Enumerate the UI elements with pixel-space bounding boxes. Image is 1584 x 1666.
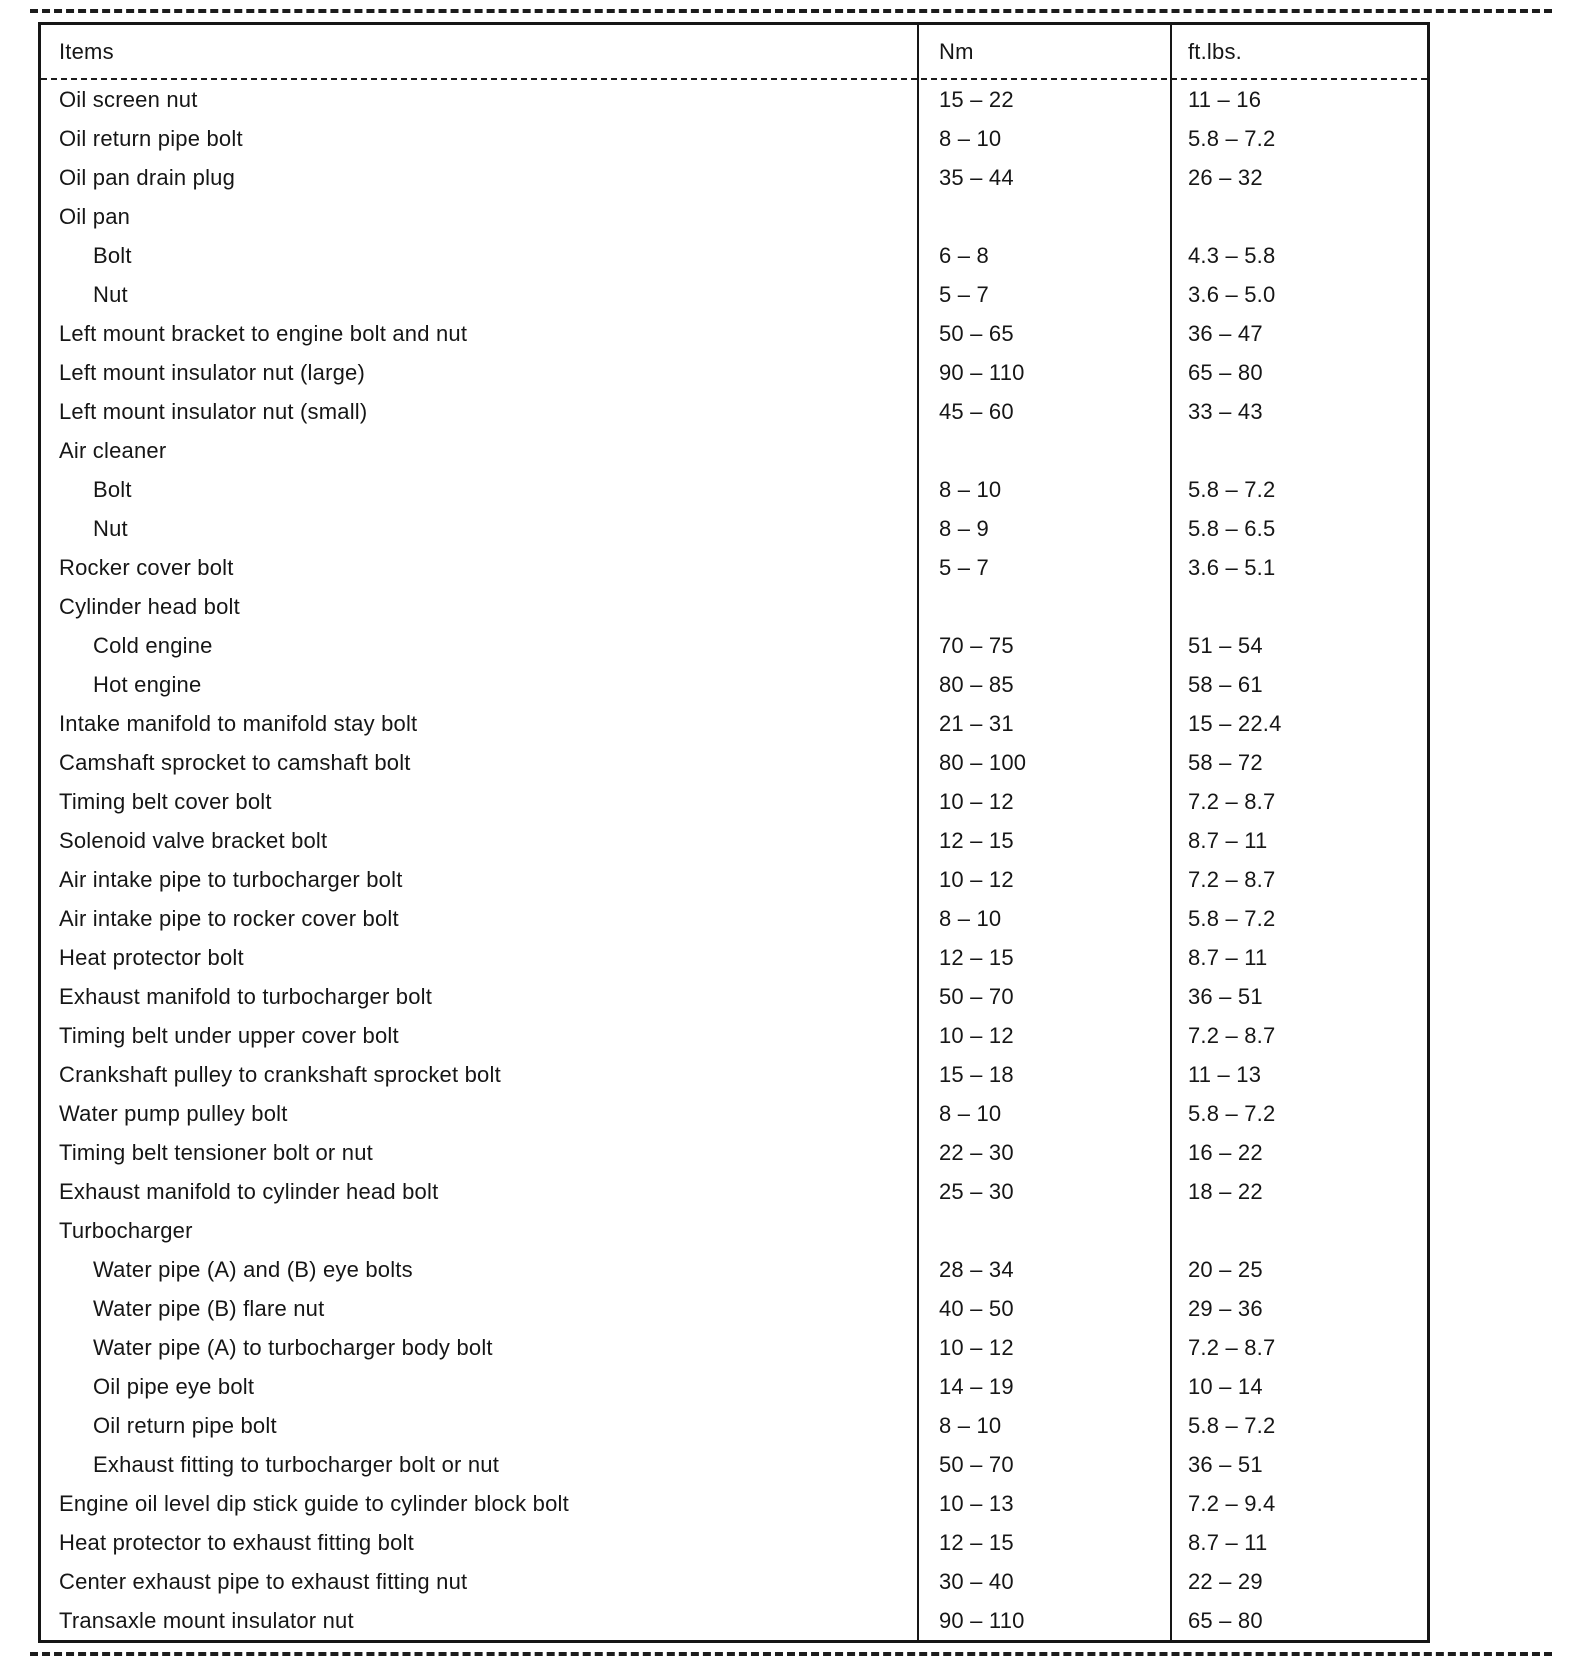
item-cell: Bolt [93,242,132,268]
table-row [41,1172,1427,1211]
table-row [41,704,1427,743]
nm-value-cell: 14 – 19 [939,1373,1014,1399]
nm-value-cell: 28 – 34 [939,1256,1014,1282]
ftlbs-value-cell: 7.2 – 8.7 [1188,1334,1276,1360]
ftlbs-value-cell: 29 – 36 [1188,1295,1263,1321]
nm-value-cell: 22 – 30 [939,1139,1014,1165]
item-cell: Cold engine [93,632,213,658]
ftlbs-value-cell: 36 – 47 [1188,320,1263,346]
ftlbs-value-cell: 8.7 – 11 [1188,827,1268,853]
item-cell: Water pipe (A) and (B) eye bolts [93,1256,413,1282]
nm-value-cell: 10 – 12 [939,788,1014,814]
item-cell: Bolt [93,476,132,502]
item-cell: Water pipe (A) to turbocharger body bolt [93,1334,493,1360]
table-row [41,1094,1427,1133]
nm-value-cell: 12 – 15 [939,827,1014,853]
table-row [41,1055,1427,1094]
table-row [41,353,1427,392]
nm-value-cell: 21 – 31 [939,710,1014,736]
item-cell: Heat protector bolt [59,944,244,970]
table-row [41,1133,1427,1172]
table-row [41,1250,1427,1289]
item-cell: Turbocharger [59,1217,193,1243]
item-cell: Left mount insulator nut (large) [59,359,365,385]
nm-value-cell: 50 – 65 [939,320,1014,346]
item-cell: Hot engine [93,671,202,697]
table-row [41,1328,1427,1367]
table-row [41,860,1427,899]
table-row [41,236,1427,275]
nm-value-cell: 15 – 22 [939,86,1014,112]
ftlbs-value-cell: 16 – 22 [1188,1139,1263,1165]
item-cell: Water pipe (B) flare nut [93,1295,325,1321]
item-cell: Rocker cover bolt [59,554,234,580]
item-cell: Left mount bracket to engine bolt and nut [59,320,468,346]
item-cell: Camshaft sprocket to camshaft bolt [59,749,411,775]
item-cell: Intake manifold to manifold stay bolt [59,710,418,736]
table-body [41,80,1427,1640]
ftlbs-value-cell: 65 – 80 [1188,1607,1263,1633]
table-row [41,626,1427,665]
ftlbs-value-cell: 5.8 – 7.2 [1188,476,1276,502]
column-divider-nm-ftlbs [1170,25,1172,1640]
nm-value-cell: 10 – 12 [939,1334,1014,1360]
item-cell: Nut [93,281,128,307]
table-row [41,119,1427,158]
nm-value-cell: 8 – 10 [939,905,1002,931]
nm-value-cell: 70 – 75 [939,632,1014,658]
table-row [41,1445,1427,1484]
nm-value-cell: 45 – 60 [939,398,1014,424]
item-cell: Oil pan drain plug [59,164,236,190]
nm-value-cell: 90 – 110 [939,1607,1025,1633]
ftlbs-value-cell: 5.8 – 6.5 [1188,515,1276,541]
table-row [41,1367,1427,1406]
header-items: Items [59,38,114,64]
table-row [41,431,1427,470]
ftlbs-value-cell: 11 – 16 [1188,86,1262,112]
table-row [41,470,1427,509]
ftlbs-value-cell: 26 – 32 [1188,164,1263,190]
item-cell: Crankshaft pulley to crankshaft sprocket bolt [59,1061,501,1087]
item-cell: Timing belt tensioner bolt or nut [59,1139,373,1165]
ftlbs-value-cell: 5.8 – 7.2 [1188,905,1276,931]
nm-value-cell: 8 – 9 [939,515,989,541]
ftlbs-value-cell: 7.2 – 8.7 [1188,1022,1276,1048]
item-cell: Solenoid valve bracket bolt [59,827,328,853]
table-row [41,1523,1427,1562]
nm-value-cell: 8 – 10 [939,476,1002,502]
torque-spec-table [38,22,1430,1643]
item-cell: Exhaust manifold to cylinder head bolt [59,1178,439,1204]
item-cell: Oil pan [59,203,131,229]
nm-value-cell: 35 – 44 [939,164,1014,190]
table-row [41,1289,1427,1328]
table-row [41,1601,1427,1640]
nm-value-cell: 6 – 8 [939,242,989,268]
ftlbs-value-cell: 5.8 – 7.2 [1188,1100,1276,1126]
table-row [41,938,1427,977]
ftlbs-value-cell: 36 – 51 [1188,983,1263,1009]
nm-value-cell: 40 – 50 [939,1295,1014,1321]
item-cell: Timing belt under upper cover bolt [59,1022,399,1048]
item-cell: Exhaust fitting to turbocharger bolt or nut [93,1451,500,1477]
table-row [41,509,1427,548]
nm-value-cell: 12 – 15 [939,1529,1014,1555]
table-row [41,392,1427,431]
ftlbs-value-cell: 18 – 22 [1188,1178,1263,1204]
item-cell: Engine oil level dip stick guide to cylinder block bolt [59,1490,569,1516]
item-cell: Left mount insulator nut (small) [59,398,368,424]
column-divider-items-nm [917,25,919,1640]
item-cell: Air intake pipe to turbocharger bolt [59,866,403,892]
nm-value-cell: 50 – 70 [939,983,1014,1009]
nm-value-cell: 30 – 40 [939,1568,1014,1594]
ftlbs-value-cell: 4.3 – 5.8 [1188,242,1276,268]
table-row [41,1406,1427,1445]
ftlbs-value-cell: 8.7 – 11 [1188,944,1268,970]
table-row [41,158,1427,197]
table-row [41,665,1427,704]
item-cell: Air cleaner [59,437,167,463]
header-nm: Nm [939,38,974,64]
table-row [41,1562,1427,1601]
ftlbs-value-cell: 11 – 13 [1188,1061,1262,1087]
bottom-dashed-border [30,1652,1552,1656]
item-cell: Timing belt cover bolt [59,788,272,814]
nm-value-cell: 10 – 12 [939,866,1014,892]
ftlbs-value-cell: 51 – 54 [1188,632,1263,658]
ftlbs-value-cell: 65 – 80 [1188,359,1263,385]
table-row [41,899,1427,938]
ftlbs-value-cell: 36 – 51 [1188,1451,1263,1477]
item-cell: Oil pipe eye bolt [93,1373,255,1399]
ftlbs-value-cell: 5.8 – 7.2 [1188,125,1276,151]
table-row [41,821,1427,860]
nm-value-cell: 8 – 10 [939,125,1002,151]
table-row [41,1016,1427,1055]
table-row [41,314,1427,353]
item-cell: Center exhaust pipe to exhaust fitting nut [59,1568,468,1594]
nm-value-cell: 8 – 10 [939,1100,1002,1126]
ftlbs-value-cell: 3.6 – 5.1 [1188,554,1276,580]
item-cell: Oil return pipe bolt [59,125,243,151]
item-cell: Heat protector to exhaust fitting bolt [59,1529,414,1555]
table-row [41,275,1427,314]
item-cell: Cylinder head bolt [59,593,240,619]
ftlbs-value-cell: 7.2 – 9.4 [1188,1490,1276,1516]
nm-value-cell: 10 – 13 [939,1490,1014,1516]
ftlbs-value-cell: 10 – 14 [1188,1373,1263,1399]
item-cell: Water pump pulley bolt [59,1100,288,1126]
ftlbs-value-cell: 33 – 43 [1188,398,1263,424]
ftlbs-value-cell: 15 – 22.4 [1188,710,1282,736]
nm-value-cell: 12 – 15 [939,944,1014,970]
item-cell: Air intake pipe to rocker cover bolt [59,905,399,931]
ftlbs-value-cell: 58 – 61 [1188,671,1263,697]
item-cell: Exhaust manifold to turbocharger bolt [59,983,433,1009]
item-cell: Oil screen nut [59,86,198,112]
top-dashed-border [30,9,1552,13]
ftlbs-value-cell: 22 – 29 [1188,1568,1263,1594]
table-row [41,1211,1427,1250]
ftlbs-value-cell: 3.6 – 5.0 [1188,281,1276,307]
item-cell: Nut [93,515,128,541]
table-row [41,743,1427,782]
nm-value-cell: 80 – 100 [939,749,1027,775]
ftlbs-value-cell: 58 – 72 [1188,749,1263,775]
nm-value-cell: 90 – 110 [939,359,1025,385]
ftlbs-value-cell: 20 – 25 [1188,1256,1263,1282]
ftlbs-value-cell: 8.7 – 11 [1188,1529,1268,1555]
nm-value-cell: 5 – 7 [939,554,989,580]
ftlbs-value-cell: 7.2 – 8.7 [1188,788,1276,814]
table-row [41,587,1427,626]
nm-value-cell: 10 – 12 [939,1022,1014,1048]
table-row [41,548,1427,587]
nm-value-cell: 80 – 85 [939,671,1014,697]
item-cell: Oil return pipe bolt [93,1412,277,1438]
table-row [41,782,1427,821]
table-row [41,977,1427,1016]
ftlbs-value-cell: 5.8 – 7.2 [1188,1412,1276,1438]
table-header-row [41,25,1427,78]
nm-value-cell: 50 – 70 [939,1451,1014,1477]
nm-value-cell: 25 – 30 [939,1178,1014,1204]
nm-value-cell: 8 – 10 [939,1412,1002,1438]
item-cell: Transaxle mount insulator nut [59,1607,354,1633]
nm-value-cell: 15 – 18 [939,1061,1014,1087]
ftlbs-value-cell: 7.2 – 8.7 [1188,866,1276,892]
table-row [41,1484,1427,1523]
nm-value-cell: 5 – 7 [939,281,989,307]
table-row [41,80,1427,119]
table-row [41,197,1427,236]
header-ftlbs: ft.lbs. [1188,38,1242,64]
